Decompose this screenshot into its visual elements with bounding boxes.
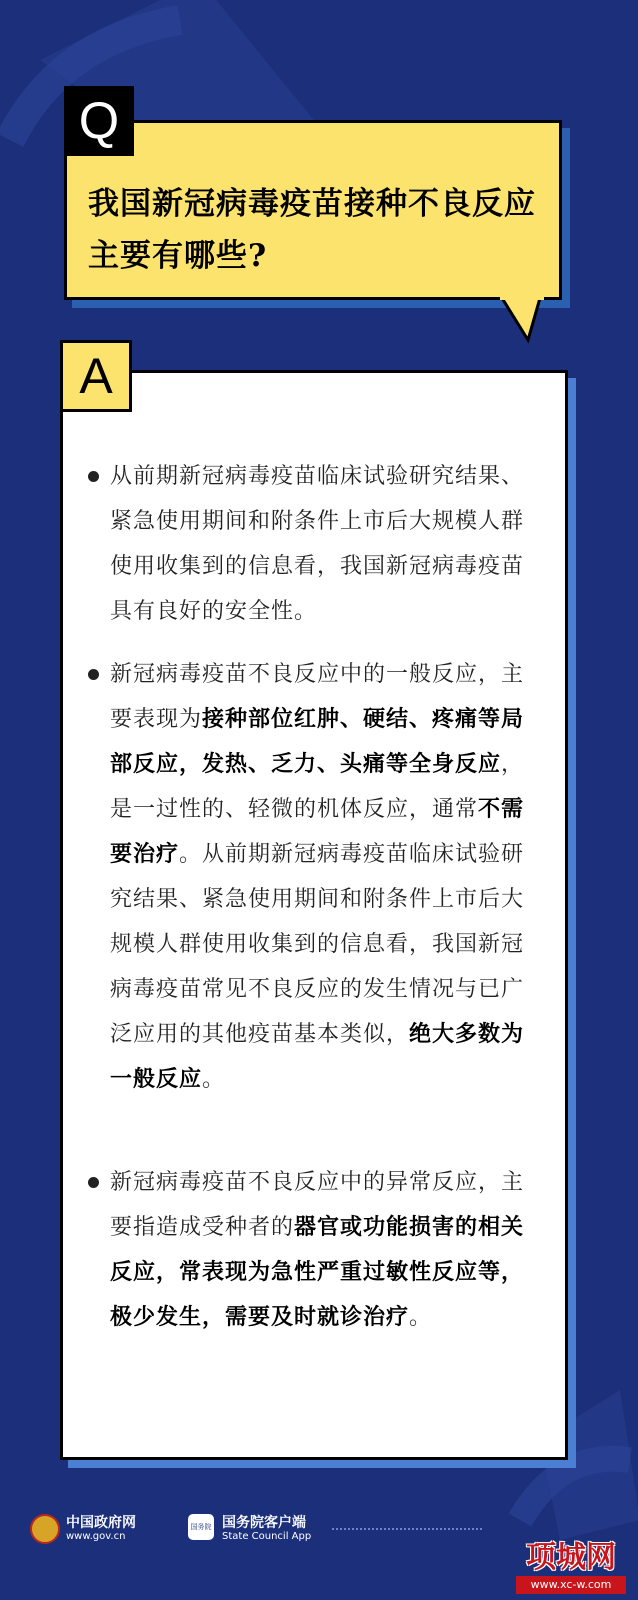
watermark — [510, 1532, 632, 1596]
emphasis-text: 接种部位红肿、硬结、疼痛等局部反应，发热、乏力、头痛等全身反应 — [110, 707, 525, 777]
plain-text: 。 — [202, 1067, 226, 1092]
plain-text: 。从前期新冠病毒疫苗临床试验研究结果、紧急使用期间和附条件上市后大规模人群使用收集到的信息看，我国新冠病毒疫苗常见不良反应的发生情况与已广泛应用的其他疫苗基本类似， — [110, 842, 525, 1047]
national-emblem-icon — [30, 1514, 60, 1544]
plain-text: 。 — [409, 1305, 433, 1330]
gov-site-url: www.gov.cn — [66, 1531, 126, 1542]
answer-item-1 — [88, 454, 538, 634]
question-title: 我国新冠病毒疫苗接种不良反应主要有哪些? — [88, 186, 536, 274]
plain-text: 新冠病毒疫苗不良反应中的异常反应，主要指造成受种者的 — [110, 1170, 525, 1240]
plain-text: ，是一过性的、轻微的机体反应，通常 — [110, 752, 525, 822]
app-icon: 国务院 — [188, 1514, 214, 1540]
emphasis-text: 不需要治疗 — [110, 797, 525, 867]
dotted-divider — [332, 1528, 482, 1530]
answer-badge: A — [60, 340, 132, 412]
gov-site-name: 中国政府网 — [66, 1515, 136, 1531]
app-name: 国务院客户端 — [222, 1515, 306, 1531]
bullet-icon — [88, 669, 99, 680]
answer-text — [110, 1160, 538, 1340]
emphasis-text: 绝大多数为一般反应 — [110, 1022, 525, 1092]
answer-item-2 — [88, 652, 538, 1102]
answer-text — [110, 652, 538, 1102]
answer-text — [110, 454, 538, 634]
plain-text: 新冠病毒疫苗不良反应中的一般反应，主要表现为 — [110, 662, 525, 732]
watermark-url: www.xc-w.com — [516, 1576, 626, 1594]
bullet-icon — [88, 1177, 99, 1188]
plain-text: 从前期新冠病毒疫苗临床试验研究结果、紧急使用期间和附条件上市后大规模人群使用收集到的信息看，我国新冠病毒疫苗具有良好的安全性。 — [110, 464, 525, 624]
answer-item-3 — [88, 1160, 538, 1340]
bullet-icon — [88, 471, 99, 482]
question-badge: Q — [64, 86, 134, 156]
emphasis-text: 器官或功能损害的相关反应，常表现为急性严重过敏性反应等，极少发生，需要及时就诊治疗 — [110, 1215, 525, 1330]
speech-bubble-tail — [500, 296, 550, 346]
app-name-en: State Council App — [222, 1531, 312, 1542]
watermark-logo: 项城网 — [526, 1540, 616, 1575]
